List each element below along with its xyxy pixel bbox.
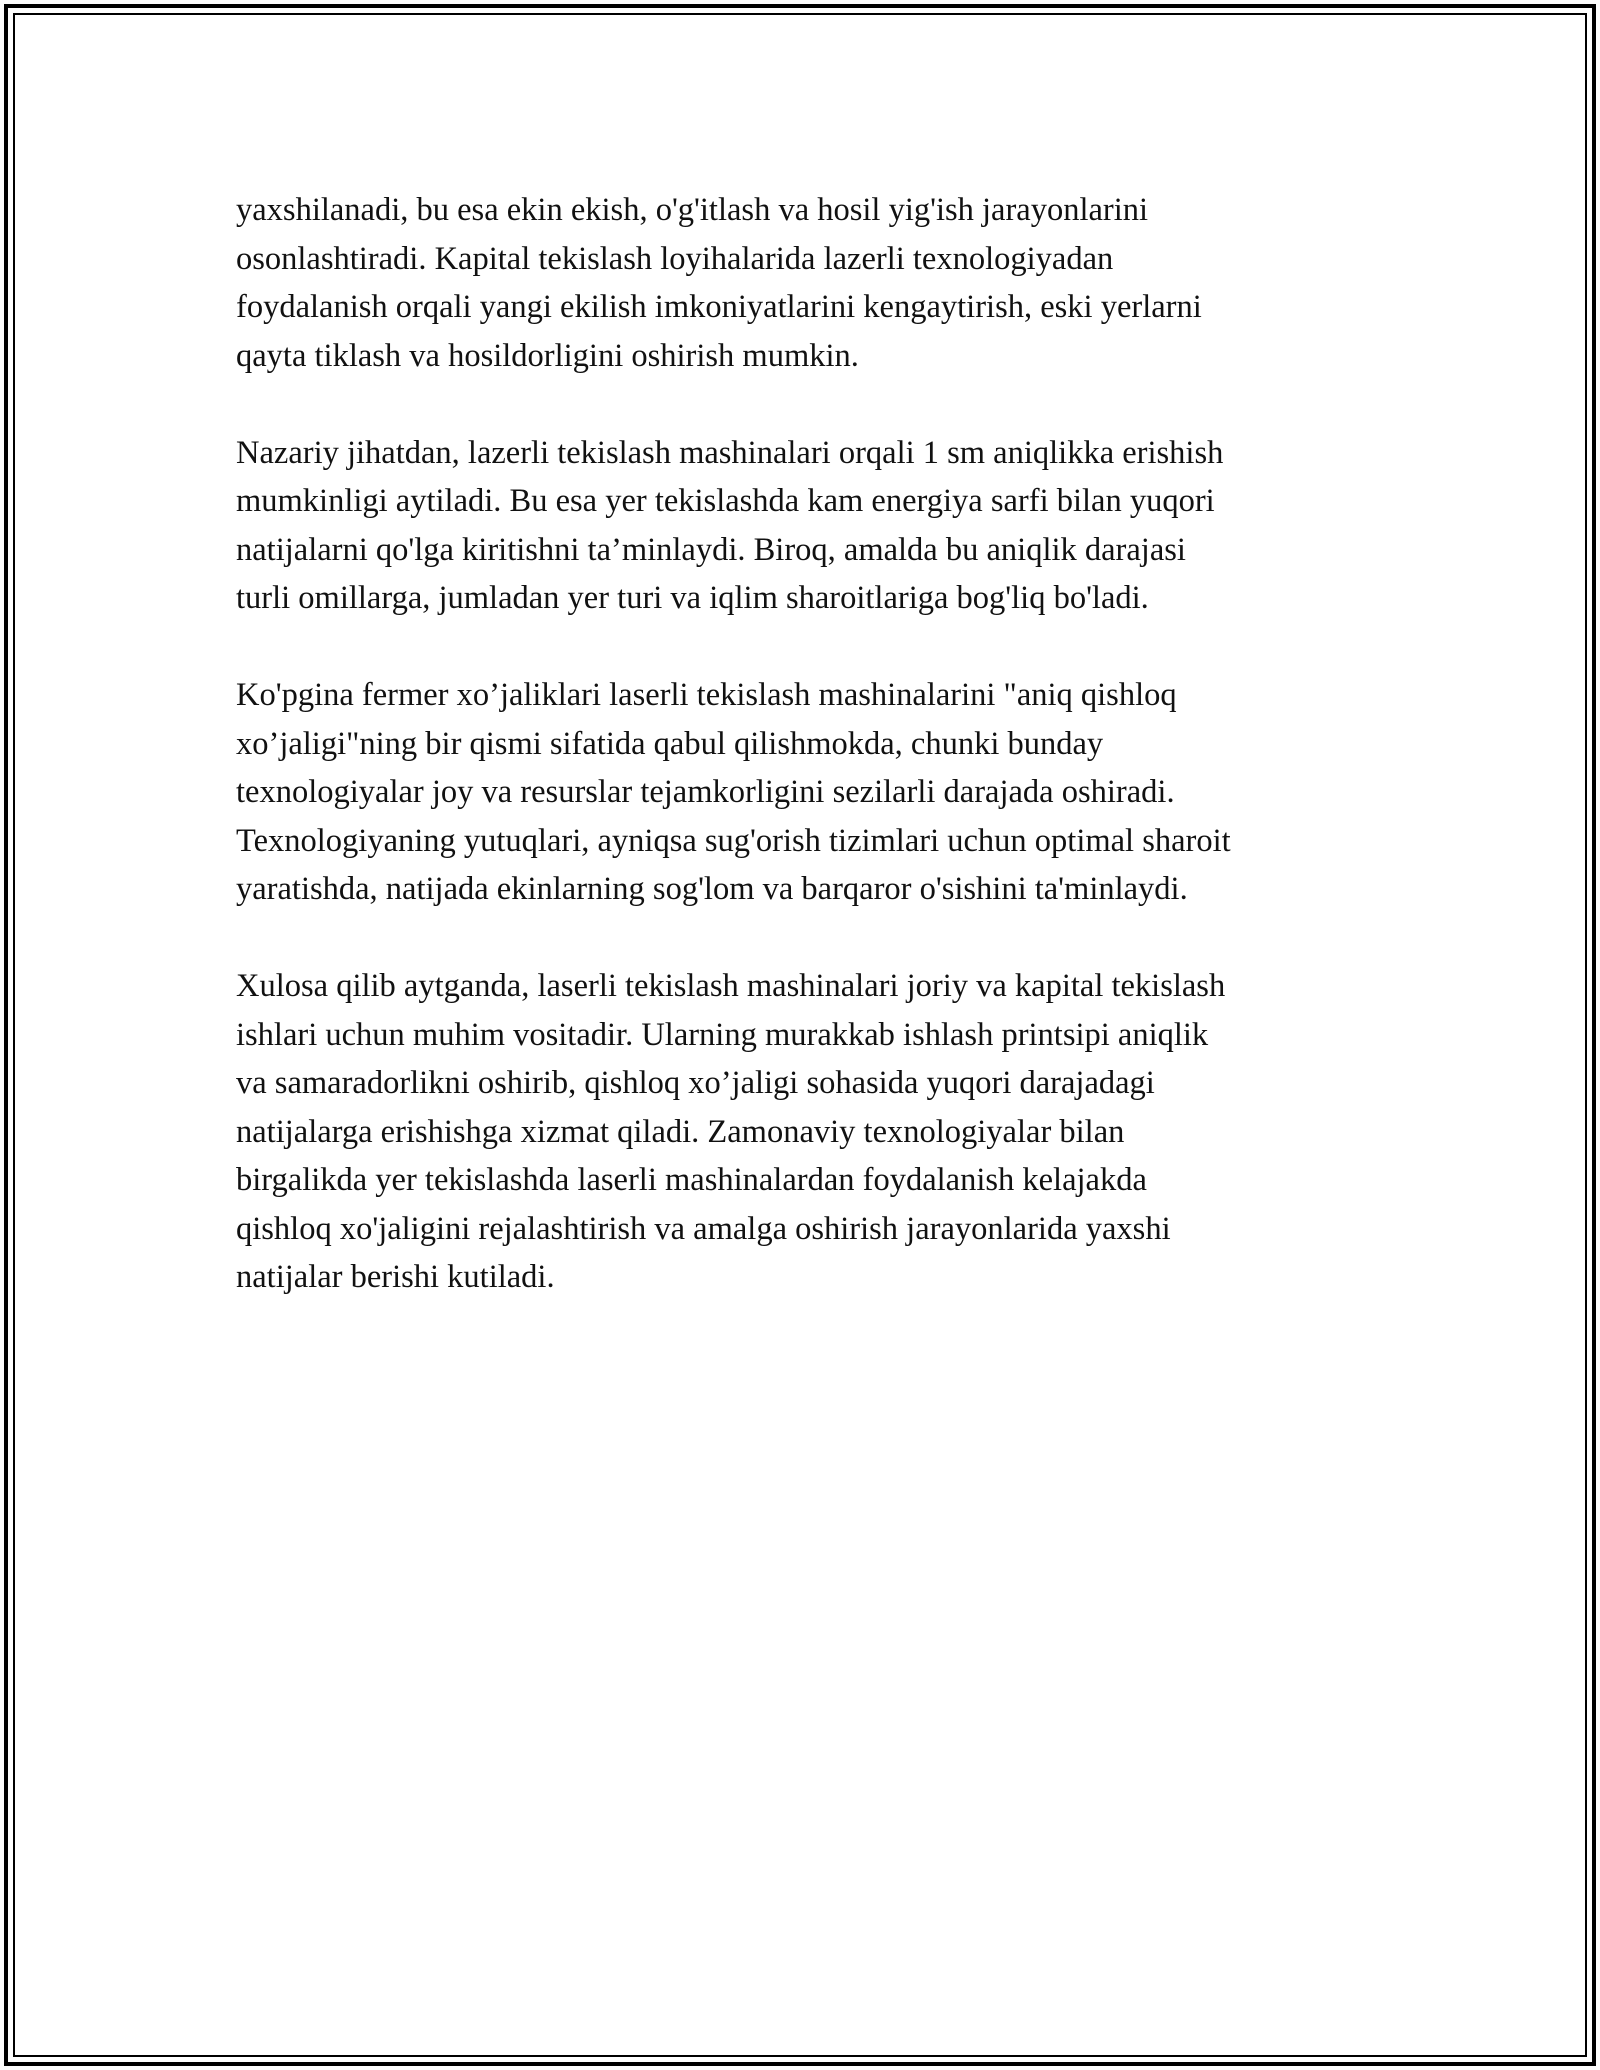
text-line: qayta tiklash va hosildorligini oshirish mumkin. bbox=[236, 337, 859, 374]
paragraph-1 bbox=[236, 186, 1376, 380]
text-line: birgalikda yer tekislashda laserli mashinalardan foydalanish kelajakda bbox=[236, 1162, 1147, 1198]
text-line: Xulosa qilib aytganda, laserli tekislash mashinalari joriy va kapital tekislash bbox=[236, 968, 1226, 1004]
paragraph-2 bbox=[236, 429, 1376, 623]
text-line: Ko'pgina fermer xo’jaliklari laserli tekislash mashinalarini "aniq qishloq bbox=[236, 677, 1177, 713]
text-line: ishlari uchun muhim vositadir. Ularning murakkab ishlash printsipi aniqlik bbox=[236, 1016, 1209, 1053]
text-line: xo’jaligi"ning bir qismi sifatida qabul qilishmokda, chunki bunday bbox=[236, 725, 1104, 762]
text-line: texnologiyalar joy va resurslar tejamkorligini sezilarli darajada oshiradi. bbox=[236, 774, 1175, 810]
text-line: turli omillarga, jumladan yer turi va iqlim sharoitlariga bog'liq bo'ladi. bbox=[236, 580, 1149, 616]
text-line: yaratishda, natijada ekinlarning sog'lom va barqaror o'sishini ta'minlaydi. bbox=[236, 871, 1188, 907]
text-line: natijalarga erishishga xizmat qiladi. Zamonaviy texnologiyalar bilan bbox=[236, 1113, 1125, 1150]
paragraph-4 bbox=[236, 962, 1376, 1302]
text-line: yaxshilanadi, bu esa ekin ekish, o'g'itlash va hosil yig'ish jarayonlarini bbox=[236, 192, 1149, 228]
text-line: osonlashtiradi. Kapital tekislash loyihalarida lazerli texnologiyadan bbox=[236, 240, 1114, 277]
text-line: foydalanish orqali yangi ekilish imkoniyatlarini kengaytirish, eski yerlarni bbox=[236, 289, 1202, 325]
text-line: natijalar berishi kutiladi. bbox=[236, 1259, 555, 1295]
text-line: va samaradorlikni oshirib, qishloq xo’jaligi sohasida yuqori darajadagi bbox=[236, 1065, 1155, 1101]
text-line: mumkinligi aytiladi. Bu esa yer tekislashda kam energiya sarfi bilan yuqori bbox=[236, 483, 1215, 519]
text-line: natijalarni qo'lga kiritishni ta’minlaydi. Biroq, amalda bu aniqlik darajasi bbox=[236, 531, 1186, 568]
text-line: Texnologiyaning yutuqlari, ayniqsa sug'orish tizimlari uchun optimal sharoit bbox=[236, 822, 1231, 859]
text-line: qishloq xo'jaligini rejalashtirish va amalga oshirish jarayonlarida yaxshi bbox=[236, 1210, 1171, 1247]
text-line: Nazariy jihatdan, lazerli tekislash mashinalari orqali 1 sm aniqlikka erishish bbox=[236, 434, 1224, 471]
document-body bbox=[236, 186, 1376, 1350]
paragraph-3 bbox=[236, 671, 1376, 914]
